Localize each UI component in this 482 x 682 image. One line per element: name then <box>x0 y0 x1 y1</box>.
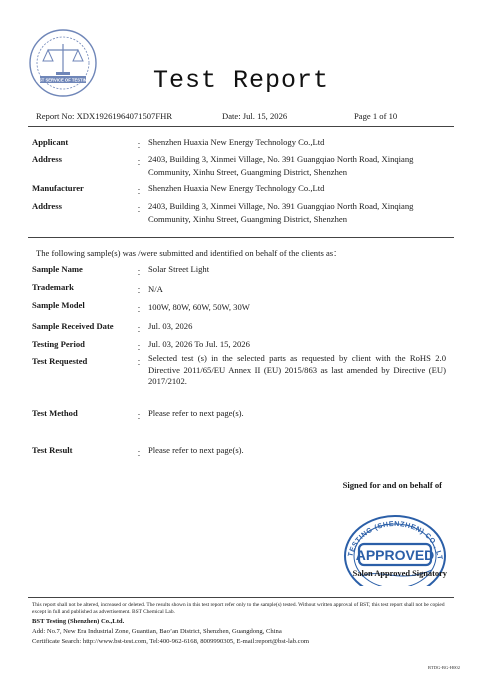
stamp-approved-text: APPROVED <box>355 547 435 563</box>
report-number: Report No: XDX19261964071507FHR <box>36 111 173 121</box>
colon: ： <box>137 342 146 352</box>
testing-period-label: Testing Period <box>32 339 85 349</box>
colon: ： <box>137 448 146 458</box>
footer-contact: Certificate Search: http://www.bst-test.com, Tel:400-962-6168, 8009990305, E-mail:report@bst-lab.com <box>32 638 309 645</box>
colon: ： <box>137 411 146 421</box>
manufacturer-address-label: Address <box>32 201 62 211</box>
manufacturer-address-line1: 2403, Building 3, Xinmei Village, No. 391 Guangqiao North Road, Xinqiang <box>148 201 414 211</box>
section-divider <box>28 237 454 238</box>
testing-period-value: Jul. 03, 2026 To Jul. 15, 2026 <box>148 339 250 349</box>
colon: ： <box>137 304 146 314</box>
report-date: Date: Jul. 15, 2026 <box>222 111 288 121</box>
footer-divider <box>28 597 454 598</box>
test-method-value: Please refer to next page(s). <box>148 408 244 418</box>
page-title: Test Report <box>152 66 330 95</box>
footer-address: Add: No.7, New Era Industrial Zone, Guantian, Bao’an District, Shenzhen, Guangdong, China <box>32 628 282 635</box>
sample-model-value: 100W, 80W, 60W, 50W, 30W <box>148 302 250 312</box>
page-number: Page 1 of 10 <box>354 111 398 121</box>
manufacturer-label: Manufacturer <box>32 183 84 193</box>
test-method-label: Test Method <box>32 408 78 418</box>
colon: ： <box>137 204 146 214</box>
colon: ： <box>137 157 146 167</box>
colon: ： <box>137 357 146 367</box>
footer-company: BST Testing (Shenzhen) Co.,Ltd. <box>32 618 125 625</box>
colon: ： <box>137 140 146 150</box>
manufacturer-address-line2: Community, Xinhu Street, Guangming District, Shenzhen <box>148 214 347 224</box>
test-result-label: Test Result <box>32 445 73 455</box>
sample-received-date-value: Jul. 03, 2026 <box>148 321 193 331</box>
manufacturer-value: Shenzhen Huaxia New Energy Technology Co.,Ltd <box>148 183 325 193</box>
colon: ： <box>137 186 146 196</box>
sample-name-label: Sample Name <box>32 264 83 274</box>
applicant-address-line1: 2403, Building 3, Xinmei Village, No. 391 Guangqiao North Road, Xinqiang <box>148 154 414 164</box>
applicant-value: Shenzhen Huaxia New Energy Technology Co.,Ltd <box>148 137 325 147</box>
applicant-address-line2: Community, Xinhu Street, Guangming District, Shenzhen <box>148 167 347 177</box>
applicant-address-label: Address <box>32 154 62 164</box>
colon: ： <box>137 324 146 334</box>
document-code: BTDG-BG-H002 <box>427 665 460 670</box>
colon: ： <box>137 285 146 295</box>
sample-model-label: Sample Model <box>32 300 85 310</box>
signed-for-text: Signed for and on behalf of <box>342 480 442 490</box>
test-requested-value: Selected test (s) in the selected parts as requested by client with the RoHS 2.0 Directive 2011/65/EU Annex II (EU) 2015/863 as last amended by Directive (EU) 2017/2102. <box>148 353 446 386</box>
logo-text: BST SERVICE OF TESTING <box>35 77 91 83</box>
trademark-value: N/A <box>148 284 163 294</box>
footer-disclaimer: This report shall not be altered, increased or deleted. The results shown in this test report refer only to the sample(s) tested. Without written approval of BST, this test report shall not be copied except in full and published as advertisement. BST Chemical Lab. <box>32 602 445 615</box>
intro-text: The following sample(s) was /were submitted and identified on behalf of the clients as： <box>36 248 342 258</box>
test-requested-label: Test Requested <box>32 356 88 366</box>
colon: ： <box>137 267 146 277</box>
approved-signatory: Salon Approved Signatory <box>352 569 447 578</box>
trademark-label: Trademark <box>32 282 74 292</box>
test-result-value: Please refer to next page(s). <box>148 445 244 455</box>
sample-received-date-label: Sample Received Date <box>32 321 114 331</box>
sample-name-value: Solar Street Light <box>148 264 210 274</box>
header-divider <box>28 126 454 127</box>
applicant-label: Applicant <box>32 137 69 147</box>
stamp-ring-text: TESTING (SHENZHEN) CO., LT <box>347 520 444 561</box>
